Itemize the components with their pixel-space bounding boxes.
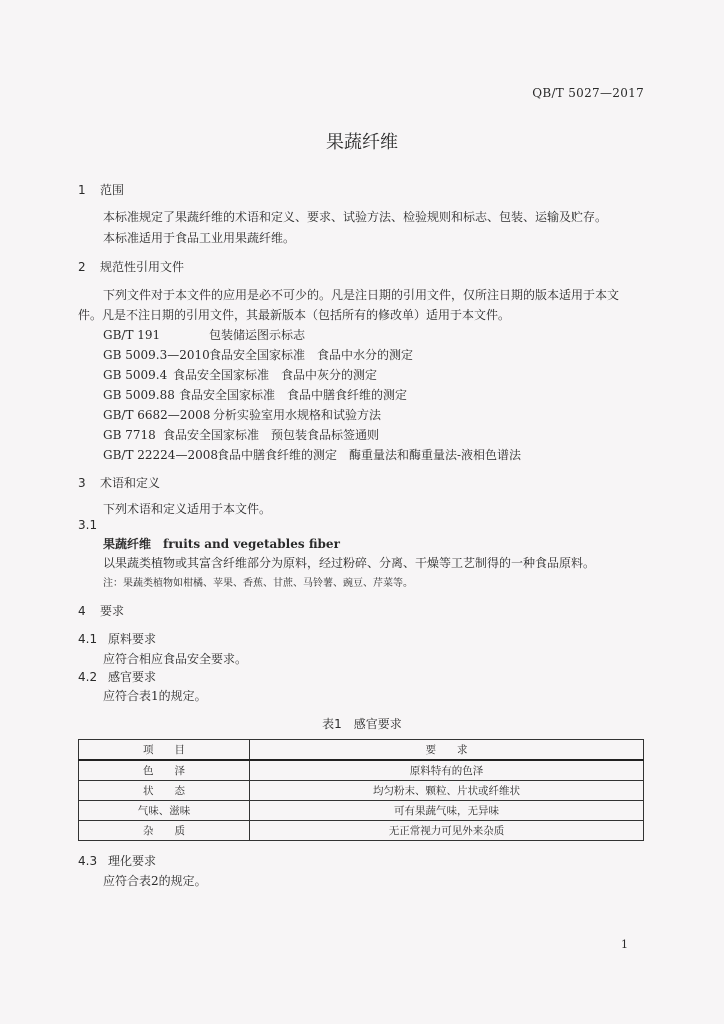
reference-item (103, 406, 381, 423)
section-number: 2 (78, 260, 86, 274)
section-1-paragraph-1: 本标准规定了果蔬纤维的术语和定义、要求、试验方法、检验规则和标志、包装、运输及贮存。 (103, 210, 608, 224)
subsection-4-3-heading (78, 852, 156, 869)
section-1-paragraph-2: 本标准适用于食品工业用果蔬纤维。 (103, 231, 296, 245)
table-cell-item: 杂 质 (79, 821, 250, 841)
reference-name: 食品中膳食纤维的测定 酶重量法和酶重量法-液相色谱法 (217, 448, 522, 462)
section-title: 范围 (100, 183, 125, 197)
term-chinese: 果蔬纤维 (103, 537, 152, 551)
page-number: 1 (621, 938, 628, 951)
reference-code: GB 5009.3—2010 (103, 348, 210, 362)
reference-name: 食品安全国家标准 食品中水分的测定 (209, 348, 414, 362)
reference-item (103, 426, 379, 443)
term-english: fruits and vegetables fiber (163, 537, 340, 551)
reference-code: GB/T 191 (103, 328, 161, 342)
reference-item (103, 326, 305, 343)
reference-name: 食品安全国家标准 食品中膳食纤维的测定 (179, 388, 408, 402)
section-title: 要求 (100, 604, 125, 618)
table-cell-requirement: 无正常视力可见外来杂质 (250, 821, 644, 841)
table-row (79, 781, 644, 801)
subsection-number: 4.2 (78, 670, 98, 684)
section-3-heading (78, 474, 160, 491)
table-cell-requirement: 原料特有的色泽 (250, 760, 644, 781)
reference-code: GB/T 22224—2008 (103, 448, 218, 462)
reference-code: GB/T 6682—2008 (103, 408, 211, 422)
section-2-intro-line-2: 件。凡是不注日期的引用文件，其最新版本（包括所有的修改单）适用于本文件。 (78, 308, 511, 322)
sensory-requirements-table (78, 739, 644, 841)
section-number: 3 (78, 476, 86, 490)
table-header-row (79, 740, 644, 761)
reference-item (103, 346, 413, 363)
table-cell-requirement: 可有果蔬气味，无异味 (250, 801, 644, 821)
table-cell-item: 色 泽 (79, 760, 250, 781)
table-cell-requirement: 均匀粉末、颗粒、片状或纤维状 (250, 781, 644, 801)
reference-item (103, 386, 407, 403)
table-row (79, 801, 644, 821)
section-4-heading (78, 602, 124, 619)
section-2-intro-line-1: 下列文件对于本文件的应用是必不可少的。凡是注日期的引用文件，仅所注日期的版本适用于本文 (103, 288, 620, 302)
subsection-title: 原料要求 (108, 632, 157, 646)
subsection-4-1-text: 应符合相应食品安全要求。 (103, 652, 248, 666)
table-row (79, 821, 644, 841)
reference-item (103, 446, 521, 463)
reference-name: 包装储运图示标志 (209, 328, 306, 342)
subsection-title: 感官要求 (108, 670, 157, 684)
standard-code: QB/T 5027—2017 (532, 86, 644, 100)
subsection-4-3-text: 应符合表2的规定。 (103, 874, 207, 888)
subsection-4-2-text: 应符合表1的规定。 (103, 689, 207, 703)
table-cell-item: 气味、滋味 (79, 801, 250, 821)
reference-item (103, 366, 377, 383)
section-title: 术语和定义 (100, 476, 161, 490)
section-3-intro: 下列术语和定义适用于本文件。 (103, 502, 272, 516)
subsection-number: 4.3 (78, 854, 98, 868)
column-header-requirement: 要 求 (250, 740, 644, 761)
document-title: 果蔬纤维 (326, 132, 398, 153)
section-title: 规范性引用文件 (100, 260, 185, 274)
subsection-4-2-heading (78, 668, 156, 685)
section-number: 1 (78, 183, 86, 197)
subsection-title: 理化要求 (108, 854, 157, 868)
reference-code: GB 5009.4 (103, 368, 168, 382)
table-row (79, 760, 644, 781)
term-entry (103, 535, 340, 552)
section-number: 4 (78, 604, 86, 618)
table-1-caption: 表1 感官要求 (322, 717, 402, 731)
reference-name: 食品安全国家标准 预包装食品标签通则 (163, 428, 380, 442)
section-1-heading (78, 181, 124, 198)
table-cell-item: 状 态 (79, 781, 250, 801)
term-definition: 以果蔬类植物或其富含纤维部分为原料，经过粉碎、分离、干燥等工艺制得的一种食品原料。 (103, 556, 596, 570)
subsection-number: 4.1 (78, 632, 98, 646)
term-note: 注：果蔬类植物如柑橘、苹果、香蕉、甘蔗、马铃薯、豌豆、芹菜等。 (103, 578, 413, 589)
subsection-3-1-number: 3.1 (78, 518, 98, 532)
reference-code: GB 5009.88 (103, 388, 175, 402)
reference-code: GB 7718 (103, 428, 156, 442)
reference-name: 食品安全国家标准 食品中灰分的测定 (173, 368, 378, 382)
section-2-heading (78, 258, 184, 275)
column-header-item: 项 目 (79, 740, 250, 761)
subsection-4-1-heading (78, 630, 156, 647)
reference-name: 分析实验室用水规格和试验方法 (213, 408, 382, 422)
